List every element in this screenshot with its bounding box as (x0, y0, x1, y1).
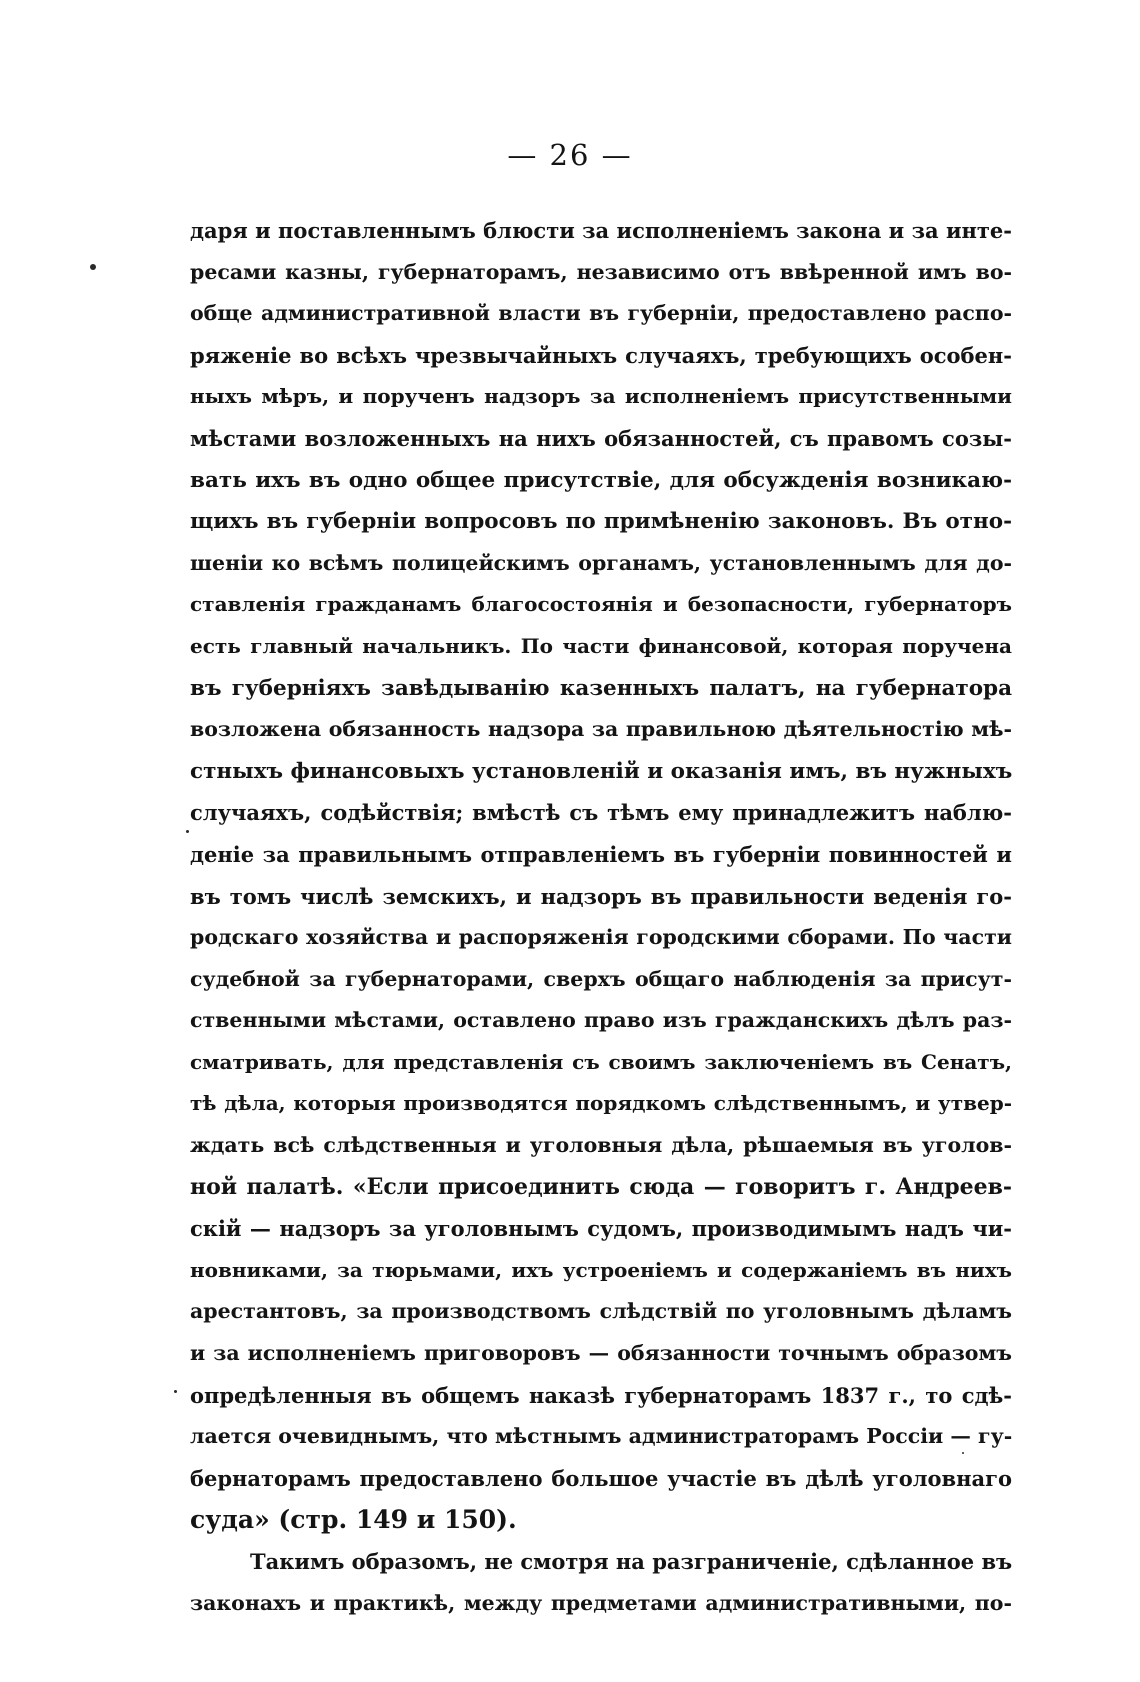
text-line: ной палатѣ. «Если присоединить сюда — говоритъ г. Андреев- (190, 1173, 1012, 1200)
text-line: въ губерніяхъ завѣдыванію казенныхъ палатъ, на губернатора (190, 675, 1012, 701)
text-line: тѣ дѣла, которыя производятся порядкомъ слѣдственнымъ, и утвер- (190, 1091, 1012, 1116)
text-line-paragraph-start: Такимъ образомъ, не смотря на разграниченіе, сдѣланное въ (250, 1549, 1013, 1574)
ink-speck (186, 830, 189, 833)
text-line: лается очевиднымъ, что мѣстнымъ администраторамъ Россіи — гу- (190, 1424, 1013, 1449)
ink-speck (962, 1452, 964, 1454)
text-line: деніе за правильнымъ отправленіемъ въ губерніи повинностей и (190, 841, 1012, 867)
text-line: ственными мѣстами, оставлено право изъ гражданскихъ дѣлъ раз- (190, 1008, 1012, 1033)
ink-speck (90, 264, 96, 270)
text-line: щихъ въ губерніи вопросовъ по примѣненію законовъ. Въ отно- (190, 509, 1012, 535)
text-line: есть главный начальникъ. По части финансовой, которая поручена (190, 633, 1012, 658)
text-line: ряженіе во всѣхъ чрезвычайныхъ случаяхъ, требующихъ особен- (190, 342, 1012, 368)
text-line: родскаго хозяйства и распоряженія городскими сборами. По части (190, 925, 1012, 950)
text-line: и за исполненіемъ приговоровъ — обязанности точнымъ образомъ (190, 1341, 1012, 1366)
page-number: — 26 — (507, 138, 633, 172)
text-line: судебной за губернаторами, сверхъ общаго наблюденія за присут- (190, 966, 1012, 991)
text-line: шеніи ко всѣмъ полицейскимъ органамъ, установленнымъ для до- (190, 550, 1012, 575)
text-line: стныхъ финансовыхъ установленій и оказанія имъ, въ нужныхъ (190, 758, 1013, 784)
text-line: ныхъ мѣръ, и порученъ надзоръ за исполненіемъ присутственными (190, 384, 1012, 409)
text-line: арестантовъ, за производствомъ слѣдствій по уголовнымъ дѣламъ (190, 1299, 1012, 1324)
text-line: вать ихъ въ одно общее присутствіе, для обсужденія возникаю- (190, 467, 1012, 493)
text-line: возложена обязанность надзора за правильною дѣятельностію мѣ- (190, 717, 1012, 742)
text-line: обще административной власти въ губерніи, предоставлено распо- (190, 301, 1012, 326)
text-line: ставленія гражданамъ благосостоянія и безопасности, губернаторъ (190, 592, 1012, 617)
text-line: бернаторамъ предоставлено большое участіе въ дѣлѣ уголовнаго (190, 1465, 1012, 1491)
text-line: случаяхъ, содѣйствія; вмѣстѣ съ тѣмъ ему принадлежитъ наблю- (190, 800, 1012, 826)
text-line: ресами казны, губернаторамъ, независимо отъ ввѣренной имъ во- (190, 259, 1012, 284)
text-line: скій — надзоръ за уголовнымъ судомъ, производимымъ надъ чи- (190, 1216, 1012, 1242)
text-line: даря и поставленнымъ блюсти за исполненіемъ закона и за инте- (190, 218, 1012, 243)
text-line: опредѣленныя въ общемъ наказѣ губернаторамъ 1837 г., то сдѣ- (190, 1382, 1012, 1408)
text-line: сматривать, для представленія съ своимъ заключеніемъ въ Сенатъ, (190, 1049, 1012, 1074)
text-line: мѣстами возложенныхъ на нихъ обязанностей, съ правомъ созы- (190, 425, 1012, 451)
body-text (190, 210, 1012, 1624)
text-line: законахъ и практикѣ, между предметами административными, по- (190, 1590, 1012, 1615)
ink-speck (174, 1390, 177, 1393)
text-line: новниками, за тюрьмами, ихъ устроеніемъ и содержаніемъ въ нихъ (190, 1257, 1012, 1282)
text-line: ждать всѣ слѣдственныя и уголовныя дѣла, рѣшаемыя въ уголов- (190, 1133, 1012, 1158)
text-line: въ томъ числѣ земскихъ, и надзоръ въ правильности веденія го- (190, 883, 1012, 909)
text-line-paragraph-end: суда» (стр. 149 и 150). (190, 1505, 517, 1535)
